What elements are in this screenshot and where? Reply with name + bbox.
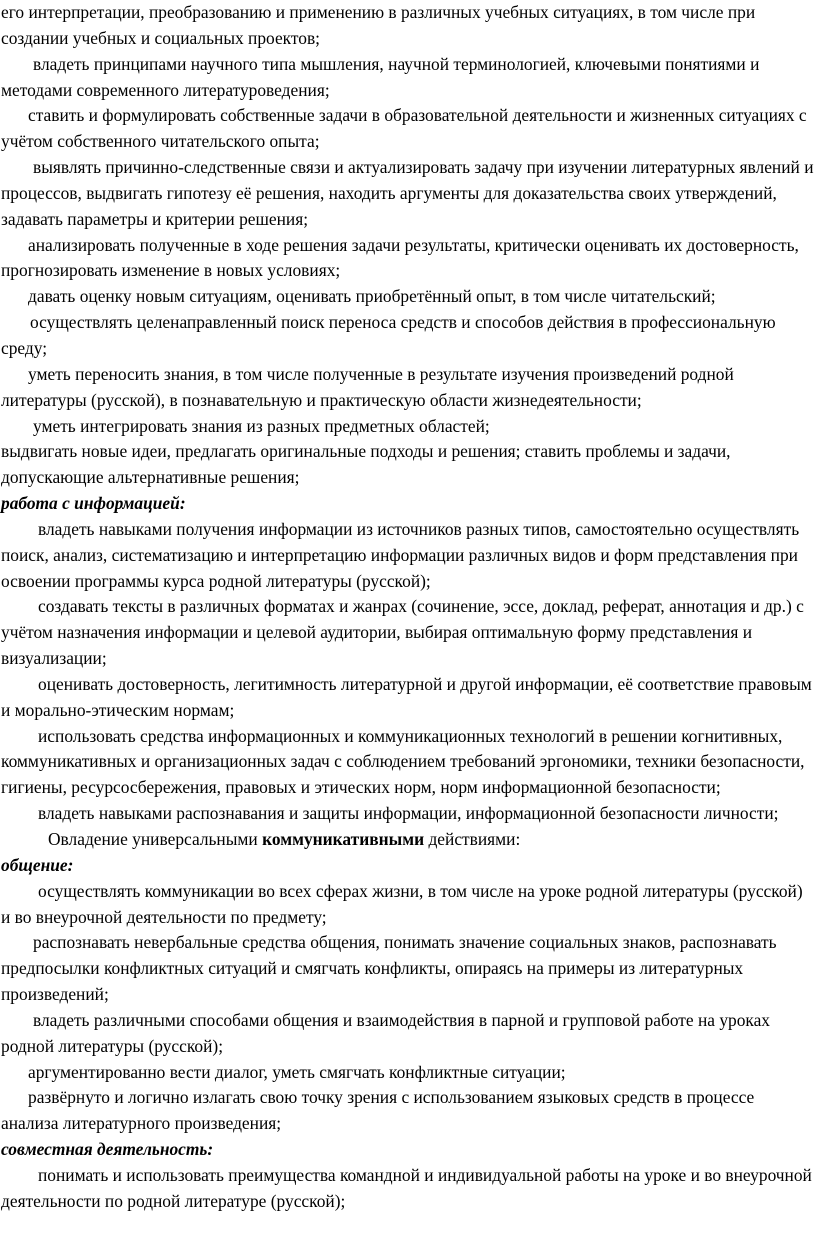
paragraph: анализировать полученные в ходе решения задачи результаты, критически оценивать их достоверность, прогнозировать изменение в новых условиях; (1, 234, 799, 281)
paragraph: выдвигать новые идеи, предлагать оригинальные подходы и решения; ставить проблемы и задачи, допускающие альтернативные решения; (1, 441, 731, 488)
mastery-text-before: Овладение универсальными (48, 829, 263, 849)
paragraph: ставить и формулировать собственные задачи в образовательной деятельности и жизненных ситуациях с учётом собственного читательского опыта; (1, 105, 807, 152)
paragraph: давать оценку новым ситуациям, оценивать приобретённый опыт, в том числе читательский; (28, 286, 716, 307)
paragraph: уметь переносить знания, в том числе полученные в результате изучения произведений родной литературы (русской), в познавательную и практическую области жизнедеятельности; (1, 363, 734, 410)
paragraph: его интерпретации, преобразованию и применению в различных учебных ситуациях, в том числе при создании учебных и социальных проектов; (1, 2, 756, 48)
paragraph: владеть навыками распознавания и защиты информации, информационной безопасности личности; (38, 803, 779, 824)
mastery-line (1, 827, 815, 853)
paragraph: понимать и использовать преимущества командной и индивидуальной работы на уроке и во внеурочной деятельности по родной литературе (русской); (1, 1164, 812, 1211)
paragraph: использовать средства информационных и коммуникационных технологий в решении когнитивных, коммуникативных и организационных задач с соблюдением требований эргономики, техники безопасности, гигиены, ресурсосбережения, правовых и этических норм, норм информационной безопасности; (1, 725, 805, 798)
paragraph: владеть принципами научного типа мышления, научной терминологией, ключевыми понятиями и методами современного литературоведения; (1, 53, 760, 100)
paragraph: аргументированно вести диалог, уметь смягчать конфликтные ситуации; (28, 1061, 566, 1082)
mastery-text-after: действиями: (424, 829, 521, 849)
section-heading-information: работа с информацией: (1, 493, 186, 514)
paragraph: уметь интегрировать знания из разных предметных областей; (33, 415, 490, 436)
paragraph: развёрнуто и логично излагать свою точку зрения с использованием языковых средств в процессе анализа литературного произведения; (1, 1087, 755, 1134)
mastery-text-bold: коммуникативными (262, 829, 425, 849)
paragraph: владеть навыками получения информации из источников разных типов, самостоятельно осуществлять поиск, анализ, систематизацию и интерпретацию информации различных видов и форм представления при освоении программы курса родной литературы (русской); (1, 518, 800, 591)
paragraph: владеть различными способами общения и взаимодействия в парной и групповой работе на уроках родной литературы (русской); (1, 1009, 771, 1056)
paragraph: распознавать невербальные средства общения, понимать значение социальных знаков, распознавать предпосылки конфликтных ситуаций и смягчать конфликты, опираясь на примеры из литературных произведений; (1, 932, 777, 1005)
paragraph: осуществлять целенаправленный поиск переноса средств и способов действия в профессиональную среду; (1, 312, 776, 358)
paragraph: осуществлять коммуникации во всех сферах жизни, в том числе на уроке родной литературы (русской) и во внеурочной деятельности по предмету; (1, 880, 803, 927)
section-heading-communication: общение: (1, 854, 74, 875)
paragraph: оценивать достоверность, легитимность литературной и другой информации, её соответствие правовым и морально-этическим нормам; (1, 673, 812, 720)
section-heading-joint-activity: совместная деятельность: (1, 1139, 214, 1160)
paragraph: создавать тексты в различных форматах и жанрах (сочинение, эссе, доклад, реферат, аннотация и др.) с учётом назначения информации и целевой аудитории, выбирая оптимальную форму представления и визуализации; (1, 596, 804, 669)
document-page (1, 0, 815, 1215)
paragraph: выявлять причинно-следственные связи и актуализировать задачу при изучении литературных явлений и процессов, выдвигать гипотезу её решения, находить аргументы для доказательства своих утверждений, задавать параметры и критерии решения; (1, 157, 814, 229)
